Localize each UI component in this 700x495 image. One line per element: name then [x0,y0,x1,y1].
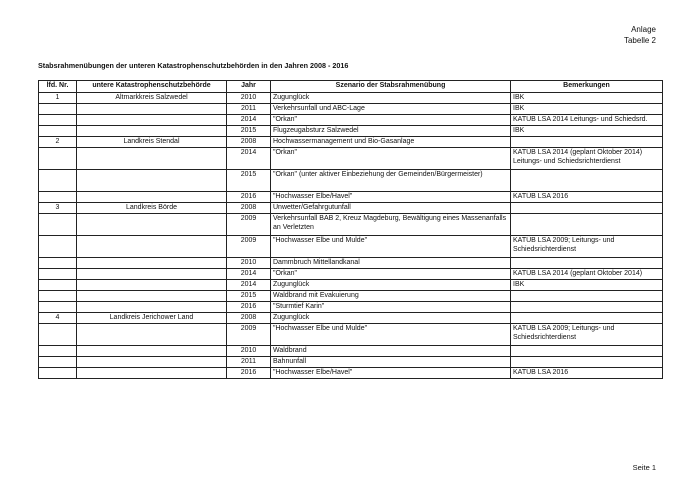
nr-cell [39,236,77,258]
table-row [39,192,663,203]
scenario-cell: Unwetter/Gefahrgutunfall [271,203,511,214]
table-row [39,115,663,126]
scenario-cell: Waldbrand [271,346,511,357]
col-header-remarks: Bemerkungen [511,81,663,93]
year-cell: 2015 [227,170,271,192]
scenario-cell: "Hochwasser Elbe und Mulde" [271,236,511,258]
year-cell: 2010 [227,93,271,104]
nr-cell: 4 [39,313,77,324]
nr-cell [39,148,77,170]
table-row [39,104,663,115]
nr-cell [39,214,77,236]
remark-cell: KATÜB LSA 2009; Leitungs- und Schiedsrichterdienst [511,324,663,346]
authority-cell: Landkreis Börde [77,203,227,214]
nr-cell [39,170,77,192]
table-row [39,291,663,302]
scenario-cell: "Hochwasser Elbe/Havel" [271,192,511,203]
nr-cell [39,258,77,269]
table-header-row [39,81,663,93]
year-cell: 2010 [227,346,271,357]
table-row [39,269,663,280]
scenario-cell: Hochwassermanagement und Bio-Gasanlage [271,137,511,148]
remark-cell: IBK [511,104,663,115]
authority-cell [77,324,227,346]
year-cell: 2009 [227,236,271,258]
nr-cell [39,368,77,379]
page-number: Seite 1 [632,463,656,472]
nr-cell [39,269,77,280]
scenario-cell: "Orkan" (unter aktiver Einbeziehung der Gemeinden/Bürgermeister) [271,170,511,192]
table-row [39,203,663,214]
remark-cell [511,170,663,192]
nr-cell: 2 [39,137,77,148]
table-row [39,324,663,346]
table-row [39,236,663,258]
authority-cell [77,258,227,269]
col-header-authority: untere Katastrophenschutzbehörde [77,81,227,93]
nr-cell [39,302,77,313]
year-cell: 2015 [227,126,271,137]
nr-cell [39,126,77,137]
year-cell: 2016 [227,192,271,203]
remark-cell: KATÜB LSA 2014 (geplant Oktober 2014) Leitungs- und Schiedsrichterdienst [511,148,663,170]
authority-cell [77,291,227,302]
year-cell: 2008 [227,203,271,214]
scenario-cell: "Orkan" [271,115,511,126]
table-row [39,214,663,236]
year-cell: 2014 [227,269,271,280]
table-row [39,148,663,170]
authority-cell [77,148,227,170]
col-header-nr: lfd. Nr. [39,81,77,93]
scenario-cell: "Orkan" [271,148,511,170]
year-cell: 2009 [227,214,271,236]
remark-cell: IBK [511,126,663,137]
scenario-cell: Waldbrand mit Evakuierung [271,291,511,302]
remark-cell: IBK [511,93,663,104]
year-cell: 2009 [227,324,271,346]
remark-cell: KATÜB LSA 2016 [511,192,663,203]
remark-cell: KATÜB LSA 2016 [511,368,663,379]
remark-cell: KATÜB LSA 2014 (geplant Oktober 2014) [511,269,663,280]
table-row [39,346,663,357]
authority-cell [77,115,227,126]
year-cell: 2010 [227,258,271,269]
remark-cell [511,203,663,214]
nr-cell [39,324,77,346]
scenario-cell: Zugunglück [271,313,511,324]
nr-cell: 1 [39,93,77,104]
year-cell: 2016 [227,368,271,379]
scenario-cell: Verkehrsunfall und ABC-Lage [271,104,511,115]
authority-cell: Altmarkkreis Salzwedel [77,93,227,104]
page-header [624,24,656,46]
table-row [39,313,663,324]
authority-cell [77,280,227,291]
table-row [39,93,663,104]
document-title: Stabsrahmenübungen der unteren Katastrophenschutzbehörden in den Jahren 2008 - 2016 [38,61,349,70]
scenario-cell: Verkehrsunfall BAB 2, Kreuz Magdeburg, Bewältigung eines Massenanfalls an Verletzten [271,214,511,236]
remark-cell: KATÜB LSA 2009; Leitungs- und Schiedsrichterdienst [511,236,663,258]
scenario-cell: Dammbruch Mittellandkanal [271,258,511,269]
authority-cell [77,368,227,379]
scenario-cell: "Hochwasser Elbe und Mulde" [271,324,511,346]
nr-cell [39,280,77,291]
nr-cell [39,357,77,368]
col-header-year: Jahr [227,81,271,93]
authority-cell [77,104,227,115]
scenario-cell: "Sturmtief Karin" [271,302,511,313]
remark-cell [511,346,663,357]
table-row [39,302,663,313]
remark-cell [511,291,663,302]
remark-cell [511,137,663,148]
scenario-cell: Zugunglück [271,93,511,104]
table-row [39,126,663,137]
nr-cell [39,104,77,115]
authority-cell [77,302,227,313]
remark-cell [511,214,663,236]
nr-cell [39,291,77,302]
authority-cell [77,214,227,236]
authority-cell [77,126,227,137]
year-cell: 2015 [227,291,271,302]
year-cell: 2011 [227,104,271,115]
nr-cell: 3 [39,203,77,214]
year-cell: 2014 [227,280,271,291]
table-row [39,170,663,192]
scenario-cell: Zugunglück [271,280,511,291]
table-row [39,258,663,269]
table-row [39,368,663,379]
remark-cell [511,313,663,324]
col-header-scenario: Szenario der Stabsrahmenübung [271,81,511,93]
remark-cell [511,357,663,368]
header-table-label: Tabelle 2 [623,36,656,45]
authority-cell: Landkreis Stendal [77,137,227,148]
authority-cell [77,236,227,258]
remark-cell: KATÜB LSA 2014 Leitungs- und Schiedsrd. [511,115,663,126]
table-row [39,280,663,291]
authority-cell [77,170,227,192]
table-row [39,357,663,368]
year-cell: 2016 [227,302,271,313]
year-cell: 2011 [227,357,271,368]
nr-cell [39,346,77,357]
scenario-cell: Bahnunfall [271,357,511,368]
year-cell: 2008 [227,313,271,324]
year-cell: 2014 [227,115,271,126]
scenario-cell: "Orkan" [271,269,511,280]
nr-cell [39,192,77,203]
scenario-cell: "Hochwasser Elbe/Havel" [271,368,511,379]
year-cell: 2008 [227,137,271,148]
authority-cell [77,192,227,203]
authority-cell [77,357,227,368]
table-row [39,137,663,148]
remark-cell [511,302,663,313]
authority-cell: Landkreis Jerichower Land [77,313,227,324]
nr-cell [39,115,77,126]
scenario-cell: Flugzeugabsturz Salzwedel [271,126,511,137]
authority-cell [77,346,227,357]
remark-cell [511,258,663,269]
exercise-table [38,80,663,379]
table-body [39,93,663,379]
authority-cell [77,269,227,280]
remark-cell: IBK [511,280,663,291]
header-annex: Anlage [631,25,656,34]
year-cell: 2014 [227,148,271,170]
